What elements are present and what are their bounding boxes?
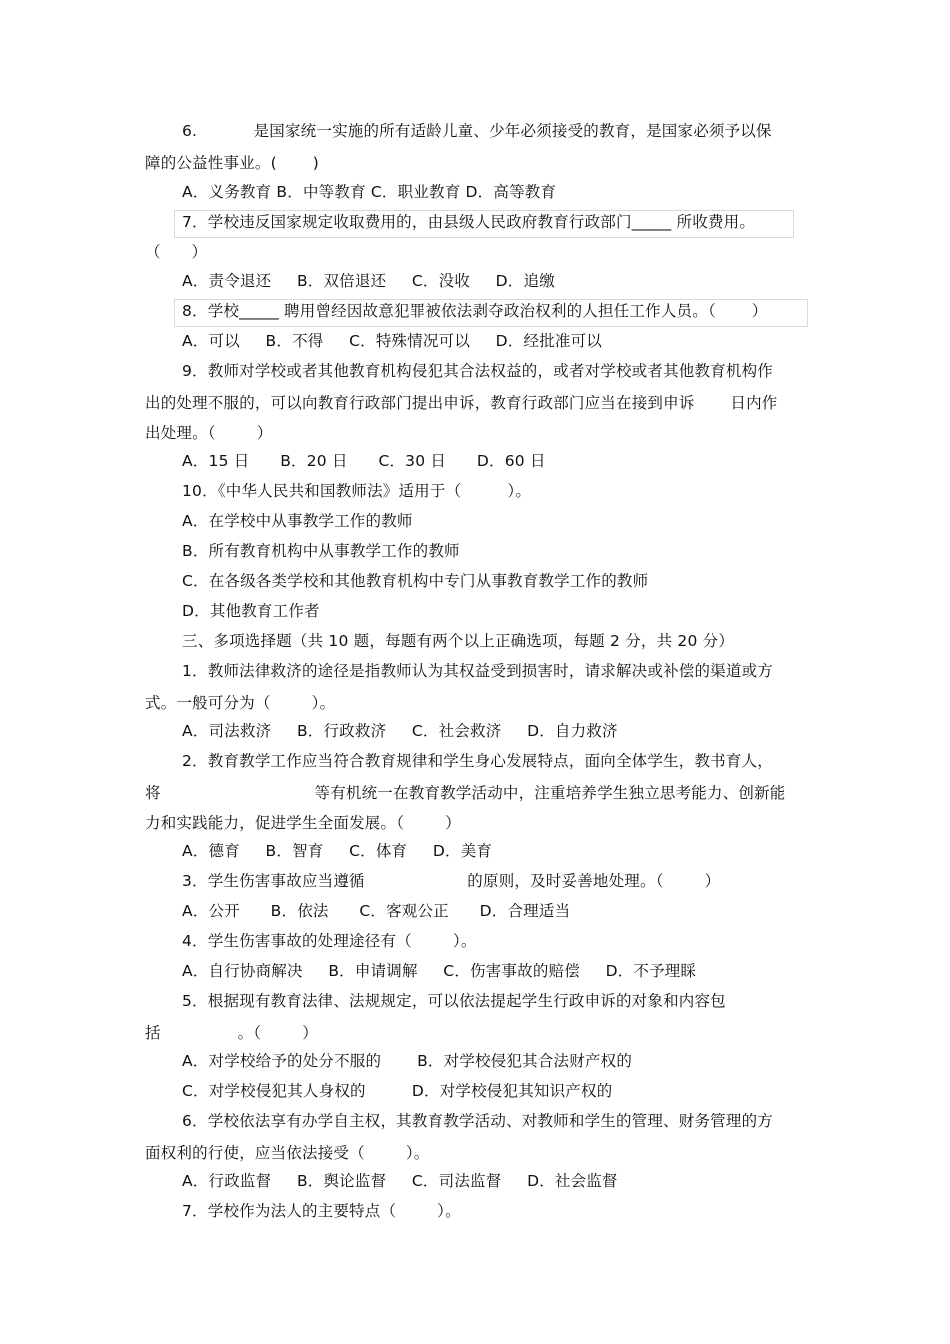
mq1-options: A．司法救济 B．行政救济 C．社会救济 D．自力救济 (182, 722, 618, 740)
mq1-line1: 1．教师法律救济的途径是指教师认为其权益受到损害时，请求解决或补偿的渠道或方 (182, 662, 773, 680)
mq2-line3: 力和实践能力，促进学生全面发展。（ ） (145, 814, 461, 832)
q7-line1: 7．学校违反国家规定收取费用的，由县级人民政府教育行政部门_____ 所收费用。 (182, 213, 756, 231)
q7-line2: （ ） (145, 243, 208, 261)
mq6-options: A．行政监督 B．舆论监督 C．司法监督 D．社会监督 (182, 1172, 618, 1190)
q8-options: A．可以 B．不得 C．特殊情况可以 D．经批准可以 (182, 332, 603, 350)
q9-options: A．15 日 B．20 日 C．30 日 D．60 日 (182, 452, 546, 470)
mq6-line2: 面权利的行使，应当依法接受（ ）。 (145, 1144, 430, 1162)
mq3-options: A．公开 B．依法 C．客观公正 D．合理适当 (182, 902, 571, 920)
mq4-line1: 4．学生伤害事故的处理途径有（ ）。 (182, 932, 477, 950)
mq5-line1: 5．根据现有教育法律、法规规定，可以依法提起学生行政申诉的对象和内容包 (182, 992, 726, 1010)
q10-option-b: B．所有教育机构中从事教学工作的教师 (182, 542, 460, 560)
q9-line3: 出处理。（ ） (145, 424, 273, 442)
q10-line1: 10．《中华人民共和国教师法》适用于（ ）。 (182, 482, 532, 500)
section-heading: 三、多项选择题（共 10 题，每题有两个以上正确选项，每题 2 分，共 20 分） (182, 632, 735, 650)
q10-option-d: D．其他教育工作者 (182, 602, 320, 620)
mq3-line1: 3．学生伤害事故应当遵循 的原则，及时妥善地处理。（ ） (182, 872, 721, 890)
q10-option-c: C．在各级各类学校和其他教育机构中专门从事教育教学工作的教师 (182, 572, 649, 590)
mq1-line2: 式。一般可分为（ ）。 (145, 694, 336, 712)
mq5-options-cd: C．对学校侵犯其人身权的 D．对学校侵犯其知识产权的 (182, 1082, 613, 1100)
mq4-options: A．自行协商解决 B．申请调解 C．伤害事故的赔偿 D．不予理睬 (182, 962, 697, 980)
q6-options: A．义务教育 B．中等教育 C．职业教育 D．高等教育 (182, 183, 557, 201)
q6-line2: 障的公益性事业。( ) (145, 154, 319, 172)
q6-line1: 6. 是国家统一实施的所有适龄儿童、少年必须接受的教育，是国家必须予以保 (182, 122, 772, 140)
mq2-line1: 2．教育教学工作应当符合教育规律和学生身心发展特点，面向全体学生，教书育人， (182, 752, 773, 770)
mq7-line1: 7．学校作为法人的主要特点（ ）。 (182, 1202, 461, 1220)
q10-option-a: A．在学校中从事教学工作的教师 (182, 512, 413, 530)
q9-line2: 出的处理不服的，可以向教育行政部门提出申诉，教育行政部门应当在接到申诉 日内作 (145, 394, 778, 412)
q8-line1: 8．学校_____ 聘用曾经因故意犯罪被依法剥夺政治权利的人担任工作人员。（ ） (182, 302, 768, 320)
mq2-line2: 将 等有机统一在教育教学活动中，注重培养学生独立思考能力、创新能 (145, 784, 786, 802)
mq6-line1: 6．学校依法享有办学自主权，其教育教学活动、对教师和学生的管理、财务管理的方 (182, 1112, 773, 1130)
q7-options: A．责令退还 B．双倍退还 C．没收 D．追缴 (182, 272, 555, 290)
mq2-options: A．德育 B．智育 C．体育 D．美育 (182, 842, 493, 860)
mq5-line2: 括 。（ ） (145, 1024, 318, 1042)
mq5-options-ab: A．对学校给予的处分不服的 B．对学校侵犯其合法财产权的 (182, 1052, 633, 1070)
q9-line1: 9．教师对学校或者其他教育机构侵犯其合法权益的，或者对学校或者其他教育机构作 (182, 362, 773, 380)
